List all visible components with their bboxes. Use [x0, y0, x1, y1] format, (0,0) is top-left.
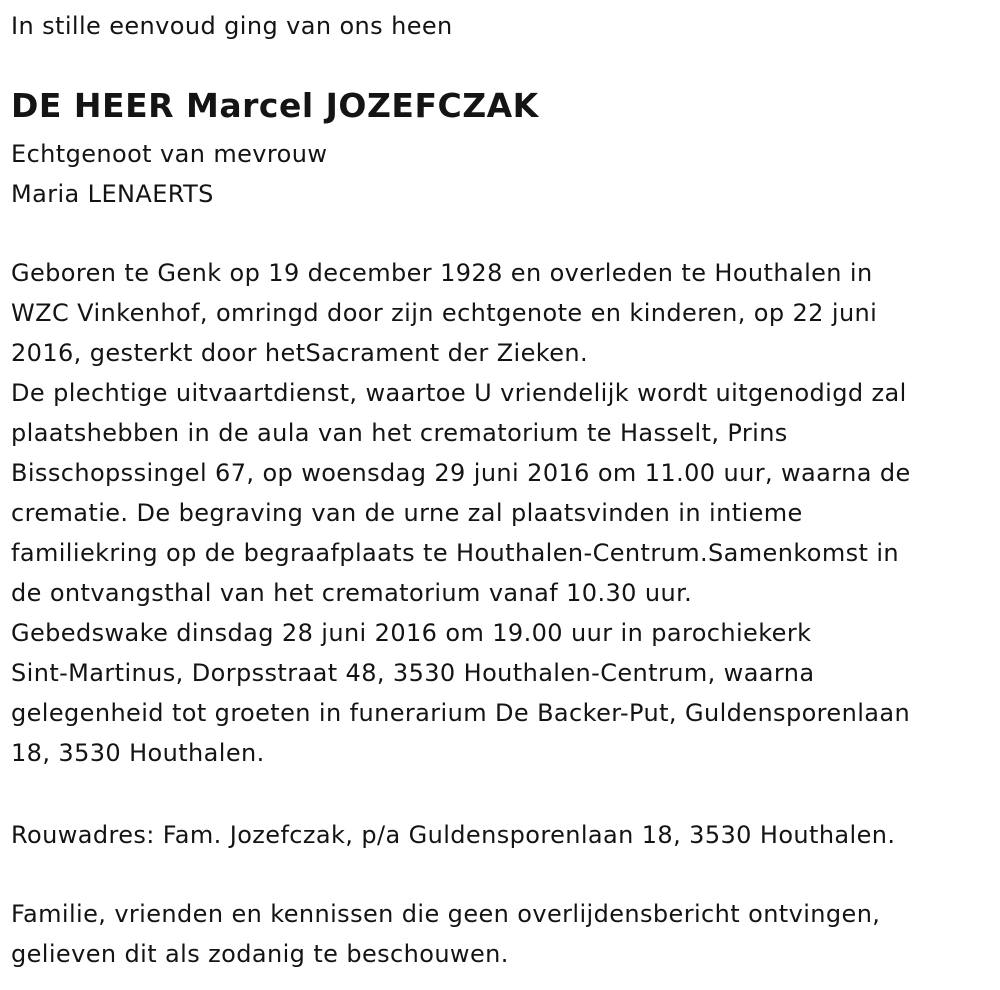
- body-line: gelegenheid tot groeten in funerarium De Backer-Put, Guldensporenlaan: [11, 699, 911, 727]
- intro-text: In stille eenvoud ging van ons heen: [11, 12, 453, 40]
- body-line: 2016, gesterkt door hetSacrament der Zieken.: [11, 339, 589, 367]
- spouse-block: [11, 134, 327, 214]
- body-line: crematie. De begraving van de urne zal plaatsvinden in intieme: [11, 499, 803, 527]
- body-line: De plechtige uitvaartdienst, waartoe U vriendelijk wordt uitgenodigd zal: [11, 379, 907, 407]
- body-line: WZC Vinkenhof, omringd door zijn echtgenote en kinderen, op 22 juni: [11, 299, 878, 327]
- body-line: Sint-Martinus, Dorpsstraat 48, 3530 Houthalen-Centrum, waarna: [11, 659, 815, 687]
- family-note-line: gelieven dit als zodanig te beschouwen.: [11, 940, 509, 968]
- body-line: Bisschopssingel 67, op woensdag 29 juni 2016 om 11.00 uur, waarna de: [11, 459, 911, 487]
- body-line: plaatshebben in de aula van het crematorium te Hasselt, Prins: [11, 419, 788, 447]
- family-note-line: Familie, vrienden en kennissen die geen overlijdensbericht ontvingen,: [11, 900, 881, 928]
- body-line: Gebedswake dinsdag 28 juni 2016 om 19.00 uur in parochiekerk: [11, 619, 812, 647]
- body-line: de ontvangsthal van het crematorium vanaf 10.30 uur.: [11, 579, 693, 607]
- body-line: familiekring op de begraafplaats te Houthalen-Centrum.Samenkomst in: [11, 539, 900, 567]
- ceremony-details: [11, 253, 911, 773]
- mourning-address: Rouwadres: Fam. Jozefczak, p/a Guldensporenlaan 18, 3530 Houthalen.: [11, 821, 896, 849]
- body-line: 18, 3530 Houthalen.: [11, 739, 265, 767]
- body-line: Geboren te Genk op 19 december 1928 en overleden te Houthalen in: [11, 259, 873, 287]
- spouse-line: Echtgenoot van mevrouw: [11, 140, 328, 168]
- deceased-name: DE HEER Marcel JOZEFCZAK: [11, 86, 539, 125]
- spouse-line: Maria LENAERTS: [11, 180, 214, 208]
- family-note: [11, 894, 880, 974]
